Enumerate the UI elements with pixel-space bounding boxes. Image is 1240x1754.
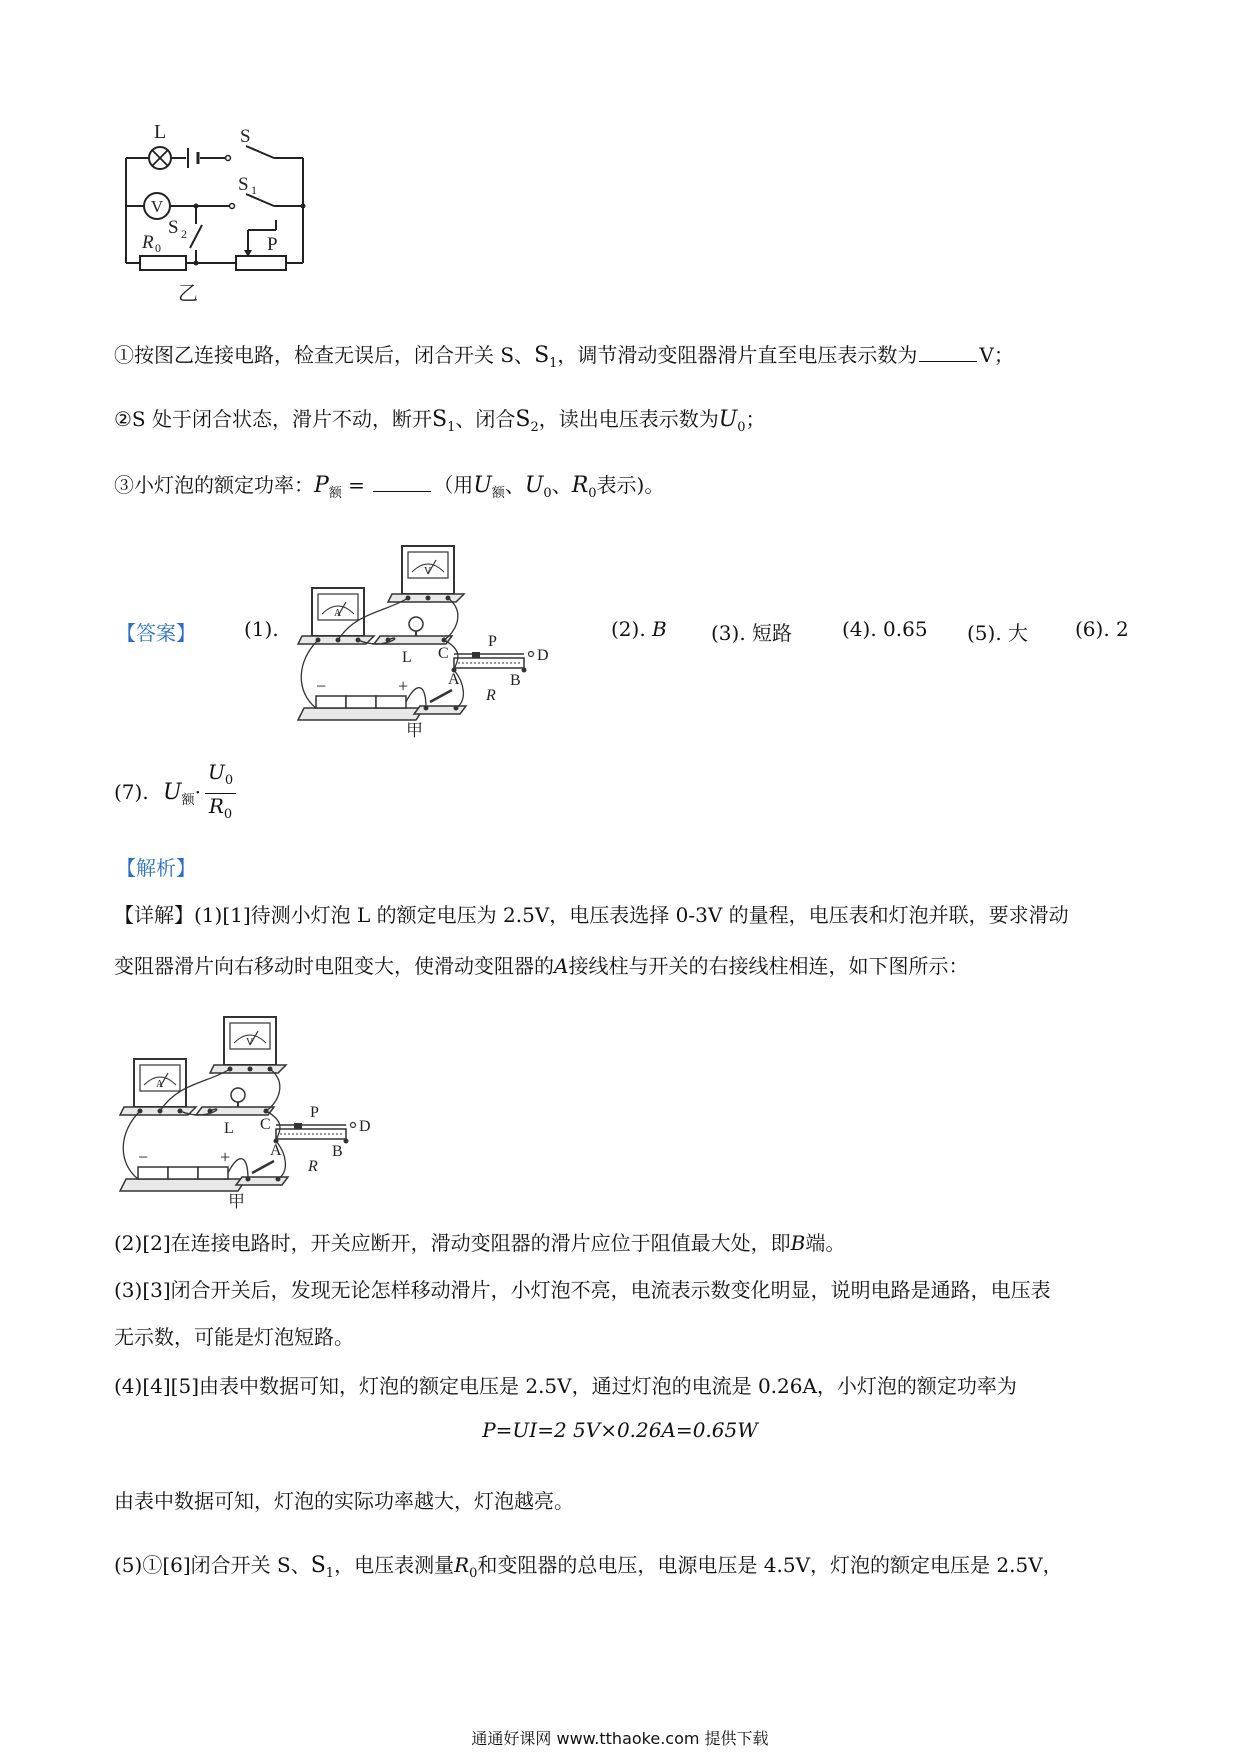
- caption-jia: 甲: [228, 1192, 245, 1211]
- analysis-p3-b: 无示数，可能是灯泡短路。: [114, 1325, 354, 1349]
- svg-text:A: A: [448, 671, 460, 688]
- svg-text:A: A: [270, 1142, 282, 1159]
- lamp-icon: [149, 147, 171, 169]
- rheostat-icon: [452, 652, 534, 673]
- svg-text:L: L: [402, 649, 412, 666]
- apparatus-diagram-answer: [296, 532, 578, 740]
- svg-text:2: 2: [181, 227, 187, 241]
- formula: P=UI=2 5V×0.26A=0.65W: [482, 1418, 758, 1442]
- answer-item-4: (4). 0.65: [842, 617, 928, 641]
- svg-text:V: V: [150, 197, 164, 216]
- svg-text:D: D: [537, 647, 549, 664]
- switch-s2-blade: [190, 225, 202, 248]
- step-2: ②S 处于闭合状态，滑片不动，断开$S_1$、闭合$S_2$，读出电压表示数为$U_0$；: [114, 407, 766, 435]
- voltmeter-icon: [388, 546, 464, 602]
- voltmeter-icon: [144, 193, 170, 219]
- answer-blank: [919, 343, 977, 362]
- svg-text:−: −: [138, 1147, 149, 1167]
- analysis-p2: (2)[2]在连接电路时，开关应断开，滑动变阻器的滑片应位于阻值最大处，即B端。: [114, 1231, 846, 1255]
- svg-text:A: A: [334, 608, 342, 619]
- caption-jia: 甲: [406, 721, 423, 740]
- svg-text:P: P: [488, 633, 497, 650]
- battery-icon: [298, 696, 424, 720]
- battery-icon: [188, 148, 198, 168]
- resistor-r0: [140, 256, 186, 270]
- step-1: ①按图乙连接电路，检查无误后，闭合开关 S、$S_1$，调节滑动变阻器滑片直至电压表示数为 V；: [114, 343, 1014, 371]
- battery-icon: [120, 1167, 246, 1191]
- answer-item-6: (6). 2: [1075, 617, 1129, 641]
- analysis-p3-a: (3)[3]闭合开关后，发现无论怎样移动滑片，小灯泡不亮，电流表示数变化明显，说明电路是通路，电压表: [114, 1278, 1051, 1302]
- voltmeter-icon: [210, 1017, 286, 1073]
- step-3: ③小灯泡的额定功率：$P_额$ = （用$U_额$、$U_0$、$R_0$表示)。: [114, 473, 665, 501]
- analysis-label: 【解析】: [116, 856, 196, 880]
- answer-blank: [373, 473, 431, 492]
- svg-text:C: C: [260, 1116, 271, 1133]
- svg-text:R: R: [486, 687, 496, 704]
- switch-icon: [236, 1161, 288, 1185]
- label-s: S: [240, 126, 251, 147]
- analysis-p4: (4)[4][5]由表中数据可知，灯泡的额定电压是 2.5V，通过灯泡的电流是 0.26A，小灯泡的额定功率为: [114, 1374, 1017, 1398]
- svg-text:V: V: [424, 566, 432, 577]
- rheostat-icon: [274, 1123, 356, 1144]
- ammeter-icon: [298, 588, 374, 644]
- svg-text:−: −: [316, 676, 327, 696]
- apparatus-group: [120, 1017, 371, 1211]
- svg-text:+: +: [220, 1147, 231, 1167]
- answer-item-7: (7). $U_额\cdot$ $\frac{U_0}{R_0}$: [114, 760, 236, 827]
- circuit-diagram-yi: [118, 120, 318, 305]
- svg-text:P: P: [310, 1104, 319, 1121]
- answer-label: 【答案】: [116, 621, 196, 645]
- apparatus-diagram-analysis: [118, 1003, 400, 1211]
- svg-text:B: B: [510, 672, 521, 689]
- answer-item-2: (2). B: [611, 617, 667, 641]
- ammeter-icon: [120, 1059, 196, 1115]
- analysis-p1-b: 变阻器滑片向右移动时电阻变大，使滑动变阻器的A接线柱与开关的右接线柱相连，如下图所示：: [114, 954, 969, 978]
- analysis-p6: (5)①[6]闭合开关 S、$S_1$，电压表测量$R_0$和变阻器的总电压，电源电压是 4.5V，灯泡的额定电压是 2.5V，: [114, 1553, 1063, 1581]
- svg-text:1: 1: [251, 183, 257, 197]
- switch-icon: [414, 690, 466, 714]
- footer: 通通好课网 www.tthaoke.com 提供下载: [471, 1729, 769, 1748]
- label-r0: R: [142, 232, 154, 253]
- lamp-icon: [374, 617, 452, 644]
- lamp-icon: [196, 1088, 274, 1115]
- caption-yi: 乙: [178, 283, 198, 305]
- svg-text:V: V: [246, 1037, 254, 1048]
- label-s1: S: [238, 174, 249, 195]
- svg-text:C: C: [438, 645, 449, 662]
- switch-s-blade: [246, 146, 274, 158]
- answer-item-5: (5). 大: [967, 621, 1029, 645]
- apparatus-group: [298, 546, 549, 740]
- label-s2: S: [168, 217, 179, 238]
- svg-text:B: B: [332, 1143, 343, 1160]
- svg-text:D: D: [359, 1118, 371, 1135]
- svg-text:R: R: [308, 1158, 318, 1175]
- analysis-p5: 由表中数据可知，灯泡的实际功率越大，灯泡越亮。: [114, 1489, 574, 1513]
- answer-item-1: (1).: [244, 617, 279, 641]
- svg-text:A: A: [156, 1079, 164, 1090]
- rheostat: [236, 256, 286, 270]
- answer-item-3: (3). 短路: [711, 621, 793, 645]
- svg-text:+: +: [398, 676, 409, 696]
- label-l: L: [154, 121, 167, 143]
- svg-text:0: 0: [155, 241, 161, 255]
- analysis-p1-a: 【详解】(1)[1]待测小灯泡 L 的额定电压为 2.5V，电压表选择 0-3V 的量程，电压表和灯泡并联，要求滑动: [114, 903, 1069, 927]
- fraction-u0-r0: $\frac{U_0}{R_0}$: [205, 760, 236, 827]
- label-p: P: [267, 234, 278, 255]
- svg-text:L: L: [224, 1120, 234, 1137]
